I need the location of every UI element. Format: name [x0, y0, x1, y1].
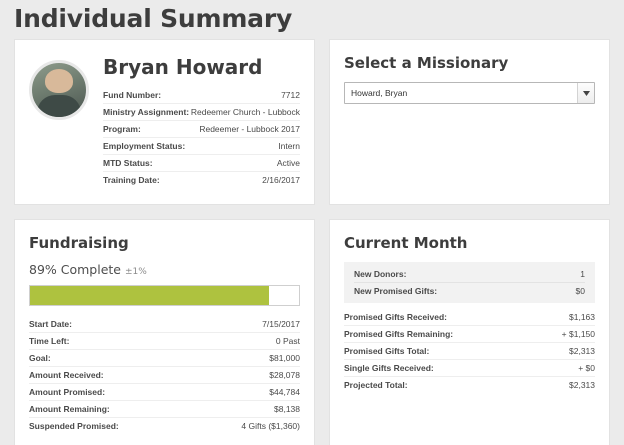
percent-tolerance-text: ±1% — [124, 267, 147, 277]
table-row — [29, 316, 300, 333]
missionary-select[interactable]: Howard, Bryan — [344, 82, 595, 104]
select-missionary-card — [329, 39, 610, 205]
table-row — [344, 343, 595, 360]
field-label: New Donors: — [354, 266, 561, 283]
table-row — [29, 418, 300, 435]
field-value: 7/15/2017 — [193, 316, 300, 333]
table-row — [103, 138, 300, 155]
field-label: Ministry Assignment: — [103, 104, 190, 121]
profile-details-table — [103, 87, 300, 188]
field-label: Training Date: — [103, 175, 160, 185]
table-row — [354, 266, 585, 283]
table-row — [344, 377, 595, 394]
fundraising-progress-fill — [30, 286, 269, 305]
field-value: Redeemer - Lubbock 2017 — [190, 121, 300, 138]
field-label: Fund Number: — [103, 87, 190, 104]
field-label: Promised Gifts Remaining: — [344, 326, 536, 343]
current-month-card — [329, 219, 610, 445]
table-row — [344, 360, 595, 377]
field-value: + $0 — [536, 360, 595, 377]
field-value: $44,784 — [193, 384, 300, 401]
missionary-select-wrapper[interactable] — [344, 82, 595, 104]
field-value: Redeemer Church - Lubbock — [190, 104, 300, 121]
table-row — [344, 309, 595, 326]
field-value: $0 — [575, 286, 585, 296]
current-month-highlight-table — [354, 266, 585, 299]
field-value: $1,163 — [536, 309, 595, 326]
field-value: 7712 — [190, 87, 300, 104]
table-row — [344, 326, 595, 343]
field-value: $81,000 — [193, 350, 300, 367]
field-value: + $1,150 — [536, 326, 595, 343]
field-value: 0 Past — [193, 333, 300, 350]
field-label: Start Date: — [29, 316, 193, 333]
field-label: Amount Remaining: — [29, 401, 193, 418]
select-missionary-heading: Select a Missionary — [344, 54, 509, 72]
field-label: Single Gifts Received: — [344, 360, 536, 377]
field-value: Intern — [190, 138, 300, 155]
page-title: Individual Summary — [14, 4, 293, 33]
field-value: Active — [190, 155, 300, 172]
field-value: $28,078 — [193, 367, 300, 384]
table-row — [29, 333, 300, 350]
field-label: Program: — [103, 121, 190, 138]
percent-complete-text: 89% Complete — [29, 262, 121, 277]
table-row — [103, 155, 300, 172]
table-row — [103, 87, 300, 104]
field-label: Promised Gifts Received: — [344, 309, 536, 326]
current-month-heading: Current Month — [344, 234, 468, 252]
avatar — [29, 60, 89, 120]
field-value: $2,313 — [536, 343, 595, 360]
table-row — [354, 283, 585, 300]
fundraising-details-table — [29, 316, 300, 434]
chevron-down-icon[interactable] — [577, 83, 594, 103]
current-month-highlight-box — [344, 262, 595, 303]
field-label: Promised Gifts Total: — [344, 343, 536, 360]
field-label: Amount Promised: — [29, 384, 193, 401]
dashboard-grid — [0, 39, 624, 445]
field-label: Amount Received: — [29, 367, 193, 384]
field-value: $2,313 — [569, 380, 595, 390]
table-row — [103, 104, 300, 121]
fundraising-heading: Fundraising — [29, 234, 129, 252]
table-row — [103, 121, 300, 138]
field-value: 1 — [561, 266, 585, 283]
field-label: New Promised Gifts: — [354, 286, 438, 296]
field-label: MTD Status: — [103, 155, 190, 172]
field-label: Goal: — [29, 350, 193, 367]
fundraising-progress-bar — [29, 285, 300, 306]
field-label: Projected Total: — [344, 380, 408, 390]
table-row — [29, 384, 300, 401]
table-row — [103, 172, 300, 189]
table-row — [29, 401, 300, 418]
fundraising-percent — [29, 262, 300, 277]
table-row — [29, 350, 300, 367]
table-row — [29, 367, 300, 384]
individual-profile-card — [14, 39, 315, 205]
field-label: Suspended Promised: — [29, 421, 119, 431]
field-value: 4 Gifts ($1,360) — [241, 421, 300, 431]
current-month-details-table — [344, 309, 595, 393]
field-value: 2/16/2017 — [262, 175, 300, 185]
field-value: $8,138 — [193, 401, 300, 418]
field-label: Employment Status: — [103, 138, 190, 155]
fundraising-card — [14, 219, 315, 445]
person-name: Bryan Howard — [103, 55, 263, 79]
field-label: Time Left: — [29, 333, 193, 350]
